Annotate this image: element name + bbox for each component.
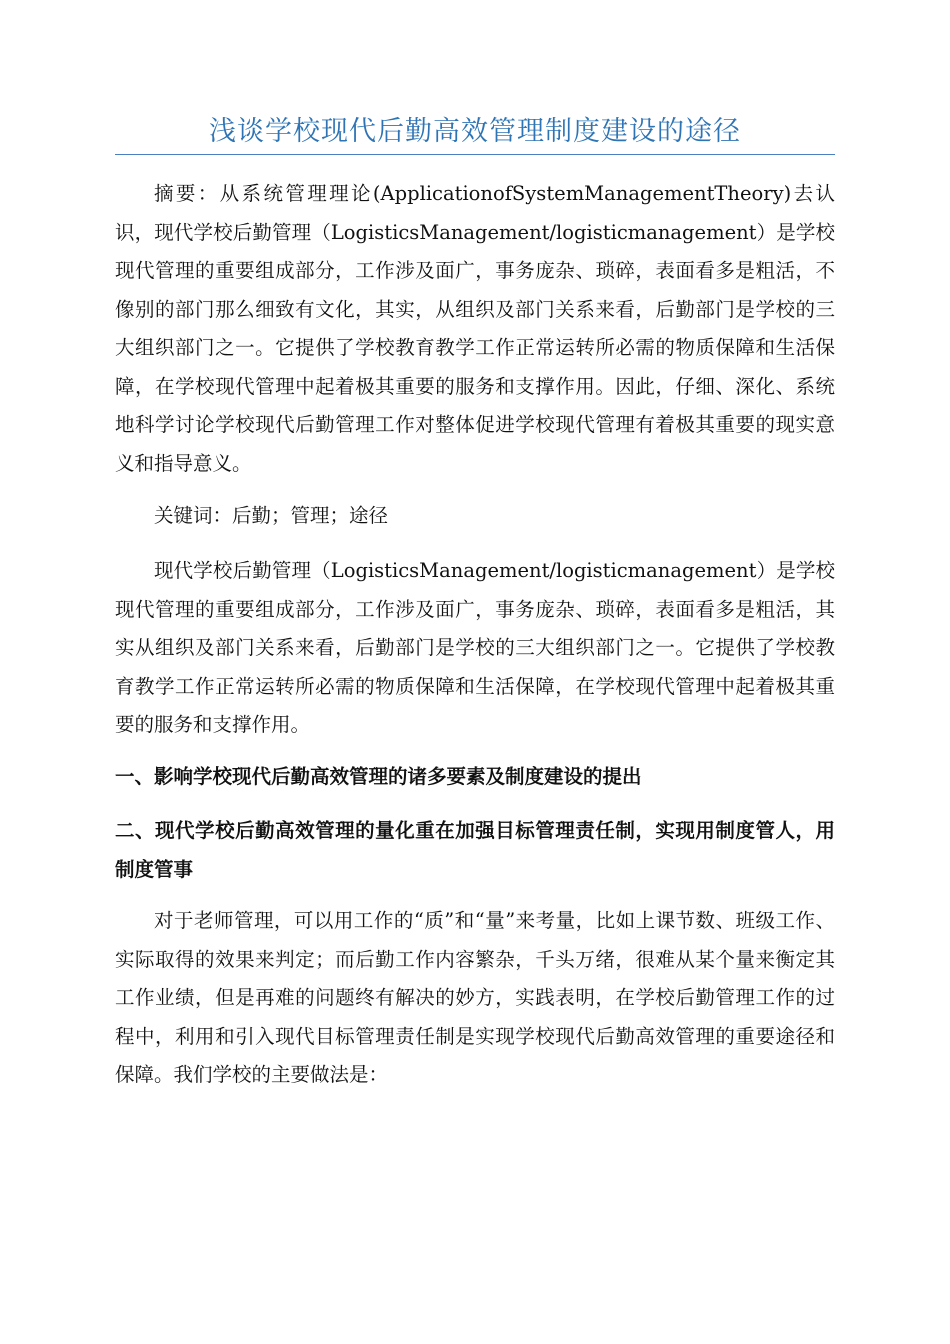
teacher-management-paragraph: 对于老师管理，可以用工作的“质”和“量”来考量，比如上课节数、班级工作、实际取得的效果来判定；而后勤工作内容繁杂，千头万绪，很难从某个量来衡定其工作业绩，但是再难的问题终有解决的妙方，实践表明，在学校后勤管理工作的过程中，利用和引入现代目标管理责任制是实现学校现代后勤高效管理的重要途径和保障。我们学校的主要做法是： bbox=[115, 909, 835, 1086]
title-underline bbox=[115, 154, 835, 155]
section-heading-one: 一、影响学校现代后勤高效管理的诸多要素及制度建设的提出 bbox=[115, 765, 642, 788]
keywords-line: 关键词：后勤；管理；途径 bbox=[154, 504, 389, 527]
abstract-paragraph: 摘要：从系统管理理论(ApplicationofSystemManagementTheory)去认识，现代学校后勤管理（LogisticsManagement/logisticmanagement）是学校现代管理的重要组成部分，工作涉及面广，事务庞杂、琐碎，表面看多是粗活，不像别的部门那么细致有文化，其实，从组织及部门关系来看，后勤部门是学校的三大组织部门之一。它提供了学校教育教学工作正常运转所必需的物质保障和生活保障，在学校现代管理中起着极其重要的服务和支撑作用。因此，仔细、深化、系统地科学讨论学校现代后勤管理工作对整体促进学校现代管理有着极其重要的现实意义和指导意义。 bbox=[115, 182, 835, 475]
intro-paragraph: 现代学校后勤管理（LogisticsManagement/logisticmanagement）是学校现代管理的重要组成部分，工作涉及面广，事务庞杂、琐碎，表面看多是粗活，其实从组织及部门关系来看，后勤部门是学校的三大组织部门之一。它提供了学校教育教学工作正常运转所必需的物质保障和生活保障，在学校现代管理中起着极其重要的服务和支撑作用。 bbox=[115, 559, 835, 736]
section-heading-two: 二、现代学校后勤高效管理的量化重在加强目标管理责任制，实现用制度管人，用制度管事 bbox=[115, 819, 835, 881]
document-title: 浅谈学校现代后勤高效管理制度建设的途径 bbox=[209, 116, 741, 147]
